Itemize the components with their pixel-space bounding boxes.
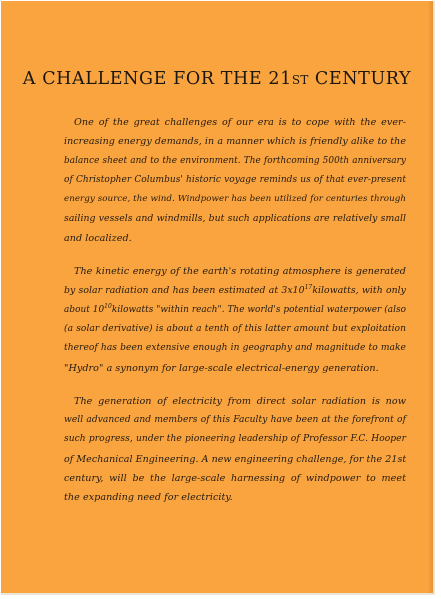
text-line: The kinetic energy of the earth's rotating atmosphere is generated	[74, 266, 406, 278]
paragraph-1	[64, 113, 406, 248]
text-line: thereof has been extensive enough in geography and magnitude to make	[64, 343, 406, 354]
exponent: 17	[304, 284, 313, 292]
text-line: energy source, the wind. Windpower has been utilized for centuries through	[64, 194, 406, 205]
text-line: the expanding need for electricity.	[64, 492, 233, 504]
title-text: A CHALLENGE FOR THE 21	[22, 69, 292, 89]
paragraph-2	[64, 262, 406, 378]
body-text	[64, 113, 406, 522]
text-line: The generation of electricity from direct solar radiation is now	[74, 395, 406, 407]
text-line: and localized.	[64, 232, 132, 244]
title-ordinal: ST	[291, 73, 309, 87]
text-run: kilowatts, with only	[312, 285, 406, 297]
text-line: increasing energy demands, in a manner which is friendly alike to the	[64, 136, 406, 148]
text-line: century, will be the large-scale harnessing of windpower to meet	[64, 473, 406, 485]
text-line: of Christopher Columbus' historic voyage reminds us of that ever-present	[64, 174, 406, 185]
document-page	[1, 1, 435, 595]
page-title	[1, 69, 433, 89]
text-line: (a solar derivative) is about a tenth of this latter amount but exploitation	[64, 323, 406, 334]
text-line: well advanced and members of this Faculty have been at the forefront of	[64, 415, 406, 426]
text-run: kilowatts "within reach". The world's potential waterpower (also	[111, 304, 406, 315]
text-run: by solar radiation and has been estimated at 3x10	[64, 285, 305, 297]
text-line: such progress, under the pioneering leadership of Professor F.C. Hooper	[64, 434, 406, 445]
text-line	[64, 301, 406, 320]
exponent: 10	[104, 302, 112, 310]
text-line: "Hydro" a synonym for large-scale electrical-energy generation.	[64, 362, 379, 374]
text-line: One of the great challenges of our era is to cope with the ever-	[74, 117, 406, 128]
text-line	[64, 281, 406, 300]
text-line: of Mechanical Engineering. A new engineering challenge, for the 21st	[64, 453, 407, 465]
paragraph-3	[64, 392, 406, 508]
title-text-end: CENTURY	[314, 69, 412, 89]
text-run: about 10	[64, 304, 105, 315]
text-line: balance sheet and to the environment. The forthcoming 500th anniversary	[64, 155, 406, 166]
text-line: sailing vessels and windmills, but such applications are relatively small	[64, 213, 406, 225]
